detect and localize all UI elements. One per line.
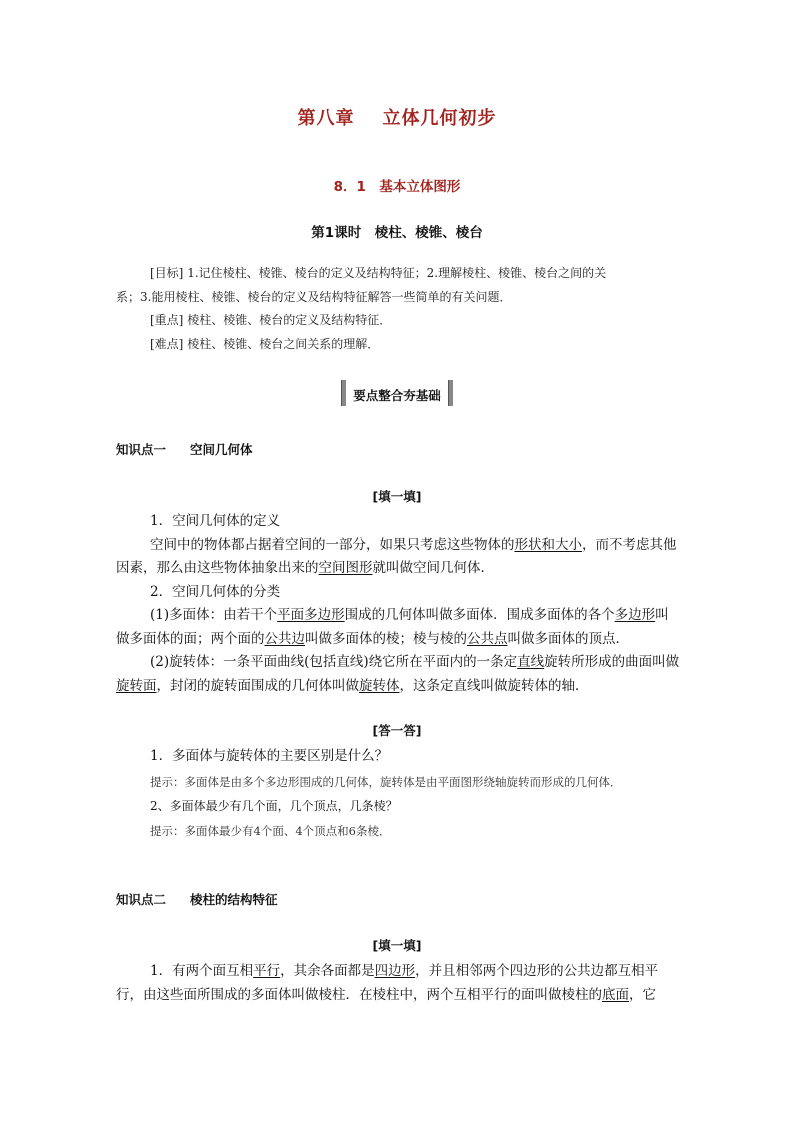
blank-answer: 旋转面 [116,677,157,694]
blank-answer: 公共边 [264,630,305,647]
answer-1: 提示：多面体是由多个多边形围成的几何体，旋转体是由平面图形绕轴旋转而形成的几何体． [150,774,622,789]
kp1-rotation-text [116,651,682,698]
text-run: 就叫做空间几何体． [372,560,494,576]
text-run: 空间中的物体都占据着空间的一部分，如果只考虑这些物体的 [150,536,515,553]
text-run: 围成的几何体叫做多面体．围成多面体的各个 [344,607,615,623]
goal-label: [目标] [150,266,188,280]
question-1: 1．多面体与旋转体的主要区别是什么？ [150,748,389,764]
text-run: ，其余各面都是 [280,963,375,979]
kp1-qa-content [116,745,682,844]
banner-text: 要点整合夯基础 [353,388,441,403]
knowledge-point-2-heading [116,890,278,908]
blank-answer: 旋转体 [359,677,400,694]
kp2-prism-text [116,960,682,1007]
kp1-item2-title: 2．空间几何体的分类 [150,583,281,600]
text-run: ，它 [629,986,656,1003]
text-run: 旋转所形成的曲面叫做 [544,654,680,670]
goal-text-1: 1.记住棱柱、棱锥、棱台的定义及结构特征；2.理解棱柱、棱锥、棱台之间的关 [187,266,607,280]
difficulty-text: 棱柱、棱锥、棱台之间关系的理解． [187,336,380,351]
chapter-title [0,104,794,130]
text-run: (2)旋转体：一条平面曲线(包括直线)绕它所在平面内的一条定 [150,654,518,670]
key-label: [重点] [150,313,188,327]
kp1-title: 空间几何体 [190,442,253,457]
chapter-topic: 立体几何初步 [382,108,497,129]
kp1-fill-content [116,510,682,698]
kp1-label: 知识点一 [116,442,167,457]
section-banner [0,380,794,408]
kp1-polyhedron-text [116,604,682,651]
blank-answer: 底面 [602,986,629,1003]
key-paragraph [116,309,682,333]
blank-answer: 平行 [253,963,281,979]
text-run: ，这条定直线叫做旋转体的轴． [399,677,589,694]
blank-answer: 平面多边形 [277,607,345,623]
text-run: 叫做多面体的面；两个面的 [116,607,669,647]
key-text: 棱柱、棱锥、棱台的定义及结构特征． [187,313,392,327]
kp2-label: 知识点二 [116,892,167,907]
kp1-answer-heading: [答一答] [372,723,422,738]
kp2-title: 棱柱的结构特征 [190,892,278,907]
text-run: ，封闭的旋转面围成的几何体叫做 [156,677,359,694]
text-run: 叫做多面体的棱；棱与棱的 [305,630,467,647]
kp1-fill-heading: [填一填] [372,489,422,504]
kp1-item1-title: 1．空间几何体的定义 [150,513,281,529]
knowledge-point-1-heading [116,440,253,458]
chapter-number: 第八章 [297,108,355,129]
text-run: ，并且相邻两个四边形的公共边都互相平行，由这些面所围成的多面体叫做棱柱．在棱柱中，两个互相平行的面叫做棱柱的 [116,963,659,1003]
blank-answer: 公共点 [467,630,508,647]
goal-paragraph-cont: 系；3.能用棱柱、棱锥、棱台的定义及结构特征解答一些简单的有关问题． [116,289,512,304]
section-title: 8．1 基本立体图形 [333,179,461,195]
text-run: (1)多面体：由若干个 [150,607,278,623]
difficulty-paragraph [116,333,682,357]
kp2-fill-heading: [填一填] [372,938,422,953]
kp1-item1-text [116,534,682,581]
text-run: 叫做多面体的顶点． [507,630,629,647]
difficulty-label: [难点] [150,336,188,351]
blank-answer: 四边形 [374,963,416,979]
lesson-title: 第1课时 棱柱、棱锥、棱台 [311,225,483,241]
banner-box [341,380,453,408]
banner-left-bar [341,380,346,406]
answer-2: 提示：多面体最少有4个面、4个顶点和6条棱． [150,824,391,838]
kp2-fill-content [116,960,682,1007]
question-2: 2、多面体最少有几个面，几个顶点，几条棱？ [150,798,398,813]
blank-answer: 形状和大小 [514,536,582,553]
text-run: 1．有两个面互相 [150,963,254,979]
goal-paragraph [116,262,682,286]
blank-answer: 多边形 [614,607,656,623]
banner-right-bar [448,380,453,406]
blank-answer: 空间图形 [318,560,373,576]
blank-answer: 直线 [517,654,545,670]
text-run: ，而不考虑其他因素，那么由这些物体抽象出来的 [116,536,677,576]
objectives-block [116,262,682,356]
